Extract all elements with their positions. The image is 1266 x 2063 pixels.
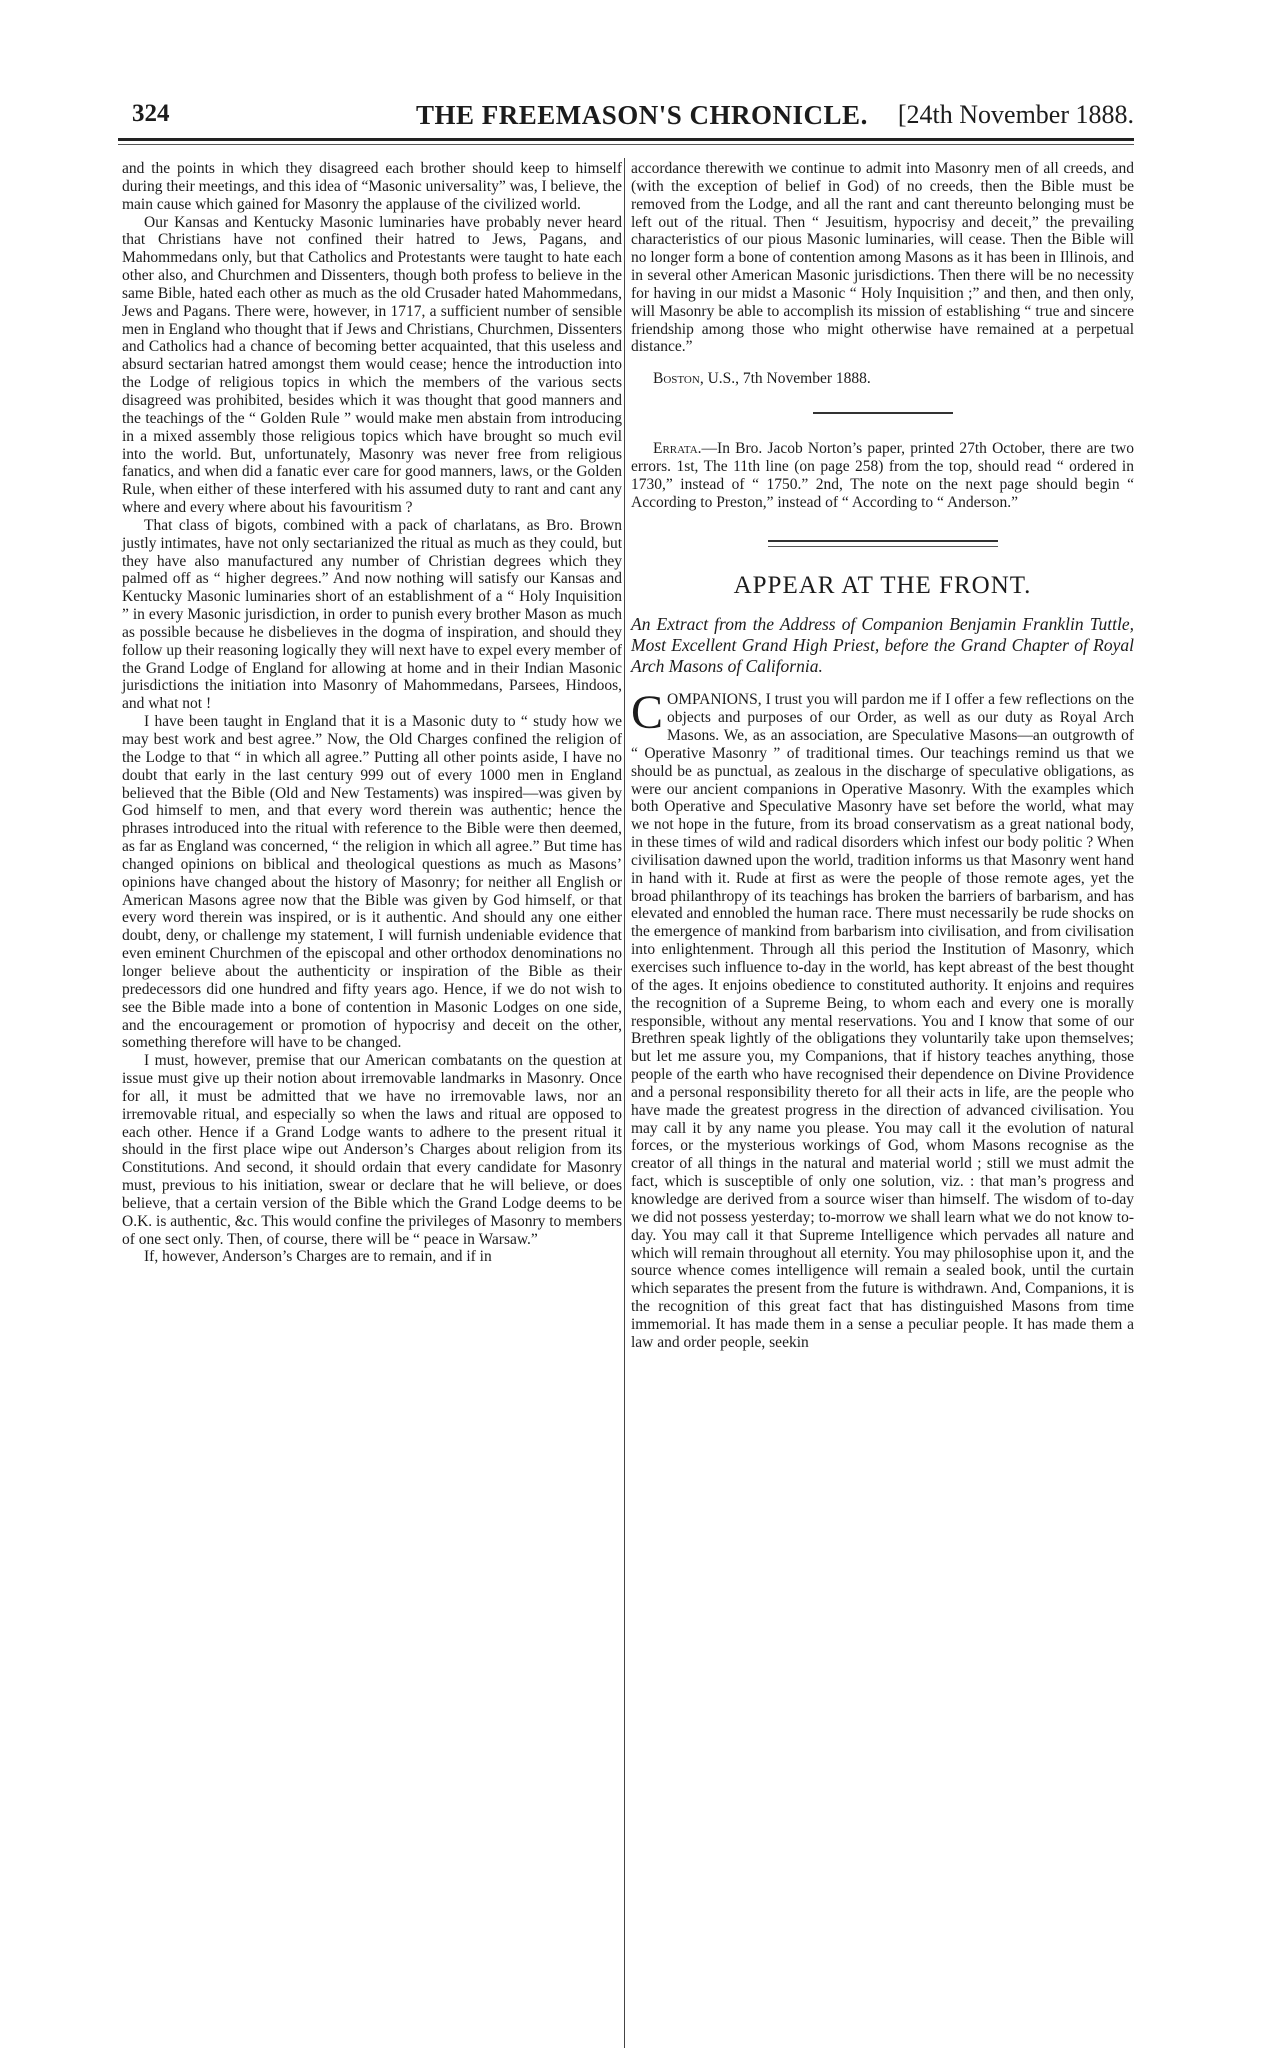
section-rule — [813, 412, 953, 414]
signature-place: Boston — [653, 370, 700, 388]
left-paragraph: That class of bigots, combined with a pack of charlatans, as Bro. Brown justly intimates, have not only sectarianized the ritual as much as they could, but they have also manufactured any number of Christian degrees which they palmed off as “ higher degrees.” And now nothing will satisfy our Kansas and Kentucky Masonic luminaries short of an establishment of a “ Holy Inquisition ” in every Masonic jurisdiction, in order to punish every brother Mason as much as possible because he disbelieves in the dogma of inspiration, and should they follow up their reasoning logically they will next have to expel every member of the Grand Lodge of England for allowing at home and in their Indian Masonic jurisdictions the initiation into Masonry of Mahommedans, Parsees, Hindoos, and what not ! — [122, 516, 622, 713]
left-paragraph: and the points in which they disagreed each brother should keep to himself during their meetings, and this idea of “Masonic universality” was, I believe, the main cause which gained for Masonry the applause of the civilized world. — [122, 160, 622, 213]
page-number: 324 — [132, 100, 170, 127]
errata-text: —In Bro. Jacob Norton’s paper, printed 27th October, there are two errors. 1st, The 11th line (on page 258) from the top, should read “ ordered in 1730,” instead of “ 1750.” 2nd, The note on the next page should begin “ According to Preston,” instead of “ According to “ Anderson.” — [631, 440, 1134, 511]
header-rule — [118, 138, 1134, 141]
article-body — [631, 686, 1134, 1351]
continuation-paragraph: accordance therewith we continue to admit into Masonry men of all creeds, and (with the exception of belief in God) of no creeds, then the Bible must be removed from the Lodge, and all the rant and cant thereunto belonging must be left out of the ritual. Then “ Jesuitism, hypocrisy and deceit,” the prevailing characteristics of our pious Masonic luminaries, will cease. Then the Bible will no longer form a bone of contention among Masons as it has been in Illinois, and in several other American Masonic jurisdictions. Then there will be no necessity for having in our midst a Masonic “ Holy Inquisition ;” and then, and then only, will Masonry be able to accomplish its mission of establishing “ true and sincere friendship among those who might otherwise have remained at a perpetual distance.” — [631, 160, 1134, 356]
header-rule-thin — [118, 144, 1134, 145]
issue-date: [24th November 1888. — [897, 100, 1134, 129]
right-column — [631, 160, 1134, 1352]
left-paragraph: I must, however, premise that our American combatants on the question at issue must give up their notion about irremovable landmarks in Masonry. Once for all, it must be admitted that we have no irremovable laws, nor an irremovable ritual, and especially so when the laws and ritual are opposed to each other. Hence if a Grand Lodge wants to adhere to the present ritual it should in the first place wipe out Anderson’s Charges about religion from its Constitutions. And second, it should ordain that every candidate for Masonry must, previous to his initiation, swear or declare that he will believe, or does believe, that a certain version of the Bible which the Grand Lodge deems to be O.K. is authentic, &c. This would confine the privileges of Masonry to members of one sect only. Then, of course, there will be “ peace in Warsaw.” — [122, 1052, 622, 1248]
errata-notice — [631, 440, 1134, 511]
column-divider — [624, 158, 625, 2048]
left-paragraph: Our Kansas and Kentucky Masonic luminaries have probably never heard that Christians have not confined their hatred to Jews, Pagans, and Mahommedans only, but that Catholics and Protestants were taught to hate each other also, and Churchmen and Dissenters, though both profess to believe in the same Bible, hated each other as much as the old Crusader hated Mahommedans, Jews and Pagans. There were, however, in 1717, a sufficient number of sensible men in England who thought that if Jews and Christians, Churchmen, Dissenters and Catholics had a chance of becoming better acquainted, that this useless and absurd sectarian hatred amongst them would cease; hence the introduction into the Lodge of religious topics in which the members of the various sects disagreed was prohibited, besides which it was thought that good manners and the teachings of the “ Golden Rule ” would make men abstain from introducing in a mixed assembly those religious topics which have brought so much evil into the world. But, unfortunately, Masonry was never free from religious fanatics, and when did a fanatic ever care for good manners, laws, or the Golden Rule, when either of these interfered with his assumed duty to rant and cant any where and every where about his favouritism ? — [122, 213, 622, 517]
signature-line — [653, 370, 1134, 388]
article-subtitle: An Extract from the Address of Companion Benjamin Franklin Tuttle, Most Excellent Grand High Priest, before the Grand Chapter of Royal Arch Masons of California. — [631, 614, 1134, 677]
left-column — [122, 160, 622, 1266]
left-paragraph: I have been taught in England that it is a Masonic duty to “ study how we may best work and best agree.” Now, the Old Charges confined the religion of the Lodge to that “ in which all agree.” Putting all other points aside, I have no doubt that early in the last century 999 out of every 1000 men in England believed that the Bible (Old and New Testaments) was inspired—was given by God himself to men, and that every word therein was authentic; hence the phrases introduced into the ritual with reference to the Bible were then deemed, as far as England was concerned, “ the religion in which all agree.” But time has changed opinions on biblical and theological questions as much as Masons’ opinions have changed about the history of Masonry; for neither all English or American Masons agree now that the Bible was given by God himself, or that every word therein was inspired, or is it authentic. And should any one either doubt, deny, or challenge my statement, I will furnish undeniable evidence that even eminent Churchmen of the episcopal and other orthodox denominations no longer believe about the authenticity or inspiration of the Bible as their predecessors did one hundred and fifty years ago. Hence, if we do not wish to see the Bible made into a bone of contention in Masonic Lodges on one side, and the encouragement or promotion of hypocrisy and deceit on the other, something therefore will have to be changed. — [122, 713, 622, 1052]
drop-cap: C — [631, 686, 664, 740]
article-title: APPEAR AT THE FRONT. — [733, 571, 1032, 599]
section-double-rule — [768, 540, 998, 547]
errata-lead: Errata. — [653, 440, 702, 458]
article-body-text: OMPANIONS, I trust you will pardon me if I offer a few reflections on the objects and purposes of our Order, as well as our duty as Royal Arch Masons. We, as an association, are Speculative Masons—an outgrowth of “ Operative Masonry ” of traditional times. Our teachings remind us that we should be as punctual, as zealous in the discharge of speculative obligations, as were our ancient companions in Operative Masonry. With the examples which both Operative and Speculative Masonry have set before the world, what may we not hope in the future, from its broad conservatism as a great national body, in these times of wild and radical disorders which infest our body politic ? When civilisation dawned upon the world, tradition informs us that Masonry went hand in hand with it. Rude at first as were the people of those remote ages, yet the broad philanthropy of its teachings has broken the barriers of barbarism, and has elevated and ennobled the human race. There must necessarily be rude shocks on the emergence of mankind from barbarism into civilisation, and from civilisation into enlightenment. Through all this period the Institution of Masonry, which exercises such influence to-day in the world, has kept abreast of the best thought of the ages. It enjoins obedience to constituted authority. It enjoins and requires the recognition of a Supreme Being, to whom each and every one is morally responsible, without any mental reservations. You and I know that some of our Brethren speak lightly of the obligations they voluntarily take upon themselves; but let me assure you, my Companions, that if history teaches anything, those people of the earth who have recognised their dependence on Divine Providence and a personal responsibility thereto for all their acts in life, are the people who have made the greatest progress in the direction of advanced civilisation. You may call it by any name you please. You may call it the evolution of natural forces, or the mysterious workings of God, whom Masons recognise as the creator of all things in the natural and material world ; still we must admit the fact, which is susceptible of only one solution, viz. : that man’s progress and knowledge are derived from a source wiser than himself. The wisdom of to-day we did not possess yesterday; to-morrow we shall learn what we do not know to-day. You may call it that Supreme Intelligence which pervades all nature and which will remain throughout all eternity. You may philosophise upon it, and the source whence comes intelligence will remain a sealed book, until the curtain which separates the present from the future is withdrawn. And, Companions, it is the recognition of this great fact that has distinguished Masons from time immemorial. It has made them in a sense a peculiar people. It has made them a law and order people, seekin — [631, 691, 1134, 1351]
left-paragraph: If, however, Anderson’s Charges are to remain, and if in — [144, 1248, 492, 1266]
masthead-title: THE FREEMASON'S CHRONICLE. — [416, 100, 868, 130]
page-header — [132, 100, 1134, 140]
signature-date: , U.S., 7th November 1888. — [699, 370, 871, 388]
